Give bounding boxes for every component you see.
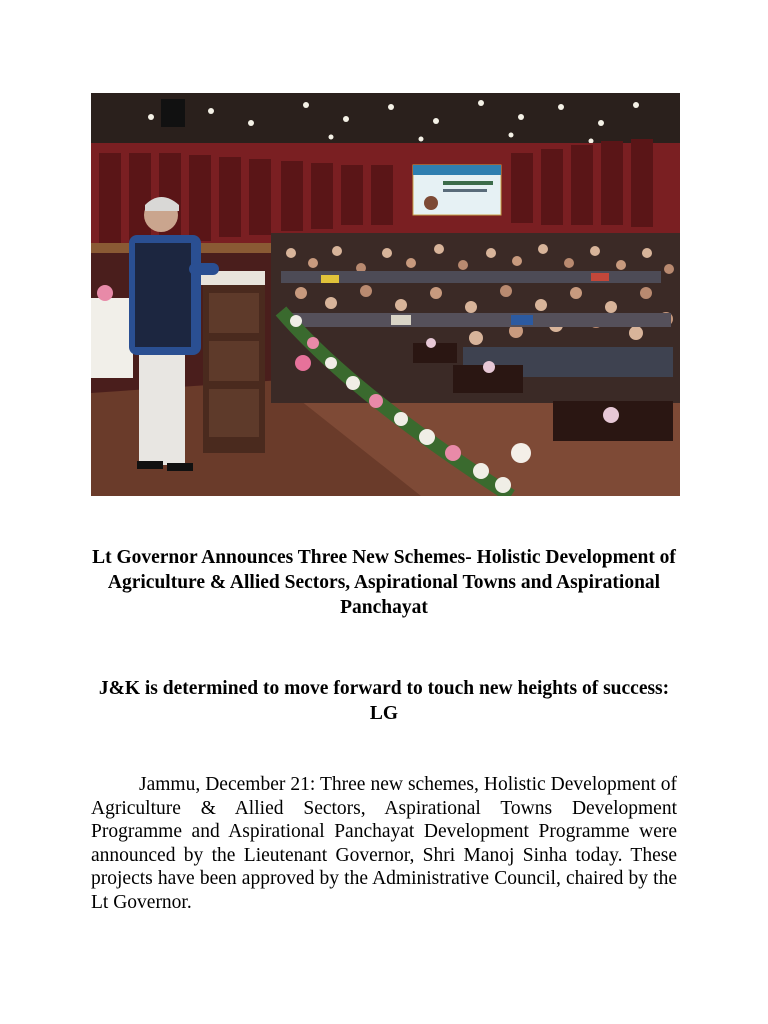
auditorium-scene (91, 93, 680, 496)
body-paragraph: Jammu, December 21: Three new schemes, Holistic Development of Agriculture & Allied Sectors, Aspirational Towns Development Programme and Aspirational Panchayat Development Programme were announced by the Lieutenant Governor, Shri Manoj Sinha today. These projects have been approved by the Administrative Council, chaired by the Lt Governor. (91, 774, 677, 913)
side-table-cloth (91, 298, 133, 378)
subheadline: J&K is determined to move forward to touch new heights of success: LG (98, 678, 670, 724)
headline: Lt Governor Announces Three New Schemes- Holistic Development of Agriculture & Allied Sectors, Aspirational Towns and Aspirational Panchayat (92, 547, 676, 618)
stage-light (161, 99, 185, 127)
event-photo (91, 93, 680, 496)
